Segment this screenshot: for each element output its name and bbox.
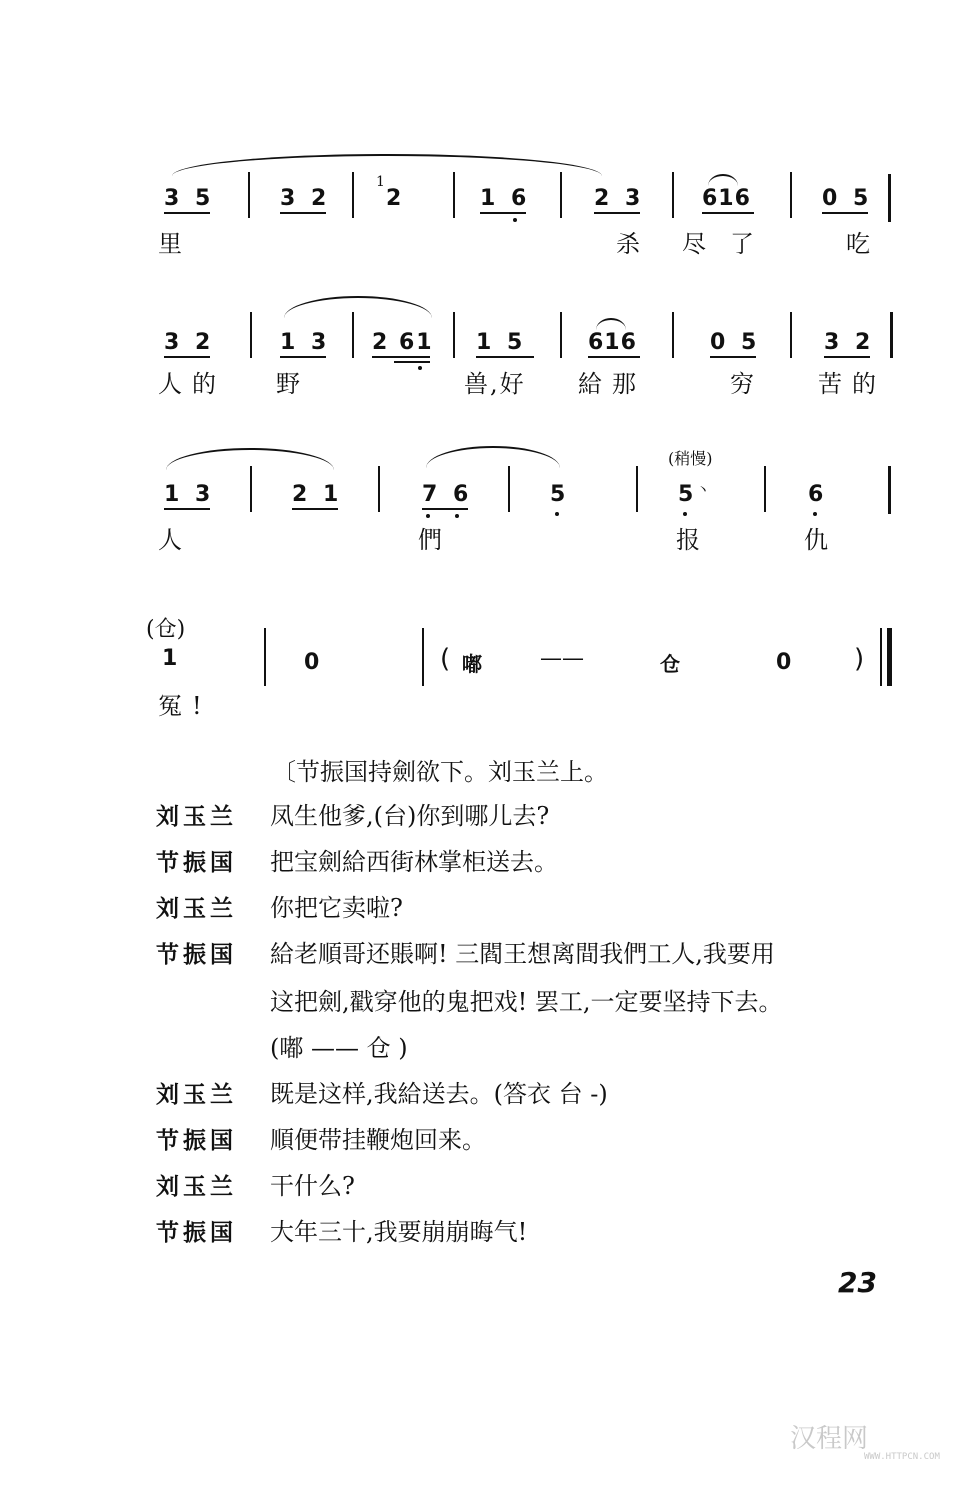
watermark-logo: 汉程网: [790, 1424, 869, 1454]
dialogue-line: 凤生他爹,(台)你到哪儿去?: [270, 802, 550, 830]
lyric: 穷: [730, 370, 764, 398]
bar-line: [790, 312, 792, 358]
lyric: 野: [276, 370, 310, 398]
note: 1: [162, 646, 182, 671]
slur: [172, 154, 602, 176]
dialogue-line: 干什么?: [270, 1172, 355, 1200]
lyric: 們: [418, 526, 452, 554]
beam: [164, 356, 210, 358]
dialogue-line: 你把它卖啦?: [270, 894, 403, 922]
octave-dot: [426, 514, 430, 518]
breath-mark: 丶: [696, 483, 710, 499]
dialogue-line: 既是这样,我給送去。(答衣 台 -): [270, 1080, 608, 1108]
beam: [822, 212, 868, 214]
paren-close: ): [854, 644, 869, 674]
slur: [596, 318, 626, 330]
lyric: 人的: [158, 370, 226, 398]
score-row-3: [0, 436, 974, 556]
octave-dot: [513, 218, 517, 222]
beam: [164, 212, 210, 214]
speaker-name: 节振国: [156, 1127, 237, 1154]
bar-line: [248, 172, 250, 218]
note: 0: [776, 650, 796, 675]
percussion-syllable: 嘟: [462, 652, 492, 676]
note: 616: [702, 186, 751, 211]
note: 1 6: [480, 186, 531, 211]
beam: [372, 356, 430, 358]
beam: [710, 356, 756, 358]
bar-line: [378, 466, 380, 512]
lyric: 人: [158, 526, 192, 554]
score-row-2: [0, 290, 974, 410]
beam: [824, 356, 870, 358]
speaker-name: 节振国: [156, 1219, 237, 1246]
bar-line: [560, 312, 562, 358]
beam: [476, 356, 534, 358]
note: 7 6: [422, 482, 473, 507]
tempo-marking: (稍慢): [668, 449, 713, 468]
dash: ——: [540, 646, 584, 671]
beam: [702, 212, 754, 214]
lyric: 了: [730, 230, 764, 258]
beam: [422, 508, 468, 510]
beam: [280, 212, 326, 214]
dialogue-line: 順便带挂鞭炮回来。: [270, 1126, 486, 1154]
note: 2 1: [292, 482, 343, 507]
bar-line: [422, 628, 424, 686]
dialogue-line: (嘟 —— 仓 ): [270, 1034, 408, 1062]
dialogue-line: 把宝劍給西街林掌柜送去。: [270, 848, 558, 876]
octave-dot: [813, 512, 817, 516]
speaker-name: 刘玉兰: [156, 1081, 237, 1108]
lyric: 报: [676, 526, 710, 554]
bar-line: [453, 312, 455, 358]
octave-dot: [418, 366, 422, 370]
note: 6: [808, 482, 828, 507]
bar-line: [352, 312, 354, 358]
slur: [426, 446, 560, 468]
bar-line: [790, 172, 792, 218]
beam: [164, 508, 210, 510]
lyric: 苦的: [818, 370, 886, 398]
speaker-name: 刘玉兰: [156, 803, 237, 830]
bar-line-end: [888, 174, 891, 222]
note: 0 5: [822, 186, 873, 211]
bar-line: [672, 312, 674, 358]
note: 2 61: [372, 330, 434, 355]
lyric: 尽: [682, 230, 716, 258]
dialogue-line: 大年三十,我要崩崩晦气!: [270, 1218, 528, 1246]
lyric: 杀: [616, 230, 650, 258]
page-number: 23: [838, 1266, 877, 1299]
octave-dot: [455, 514, 459, 518]
note: 0 5: [710, 330, 761, 355]
dialogue-line: 这把劍,戳穿他的鬼把戏! 罢工,一定要坚持下去。: [270, 988, 783, 1016]
watermark-url: WWW.HTTPCN.COM: [864, 1452, 940, 1462]
lyric: 給那: [578, 370, 646, 398]
lyric: 里: [158, 230, 192, 258]
lyric: 仇: [804, 526, 838, 554]
beam: [594, 212, 640, 214]
speaker-name: 节振国: [156, 849, 237, 876]
paren-open: (: [440, 644, 455, 674]
speaker-name: 刘玉兰: [156, 895, 237, 922]
note: 2 3: [594, 186, 645, 211]
bar-line: [250, 466, 252, 512]
octave-dot: [555, 512, 559, 516]
lyric: 冤!: [158, 692, 212, 720]
note: 3 2: [280, 186, 331, 211]
bar-line: [352, 172, 354, 218]
beam: [588, 356, 640, 358]
beam: [280, 356, 326, 358]
note: 0: [304, 650, 324, 675]
bar-line: [764, 466, 766, 512]
note: 616: [588, 330, 637, 355]
beam: [292, 508, 338, 510]
percussion-syllable: 仓: [660, 652, 690, 676]
note: 3 2: [824, 330, 875, 355]
bar-line: [560, 172, 562, 218]
bar-line: [880, 628, 882, 686]
slur: [284, 296, 432, 318]
note: 2: [386, 186, 406, 211]
dialogue-line: 給老順哥还賬啊! 三閻王想离間我們工人,我要用: [270, 940, 775, 968]
bar-line-end: [890, 312, 893, 358]
bar-line: [672, 172, 674, 218]
bar-line: [636, 466, 638, 512]
note: 1 3: [164, 482, 215, 507]
note: 3 5: [164, 186, 215, 211]
bar-line: [250, 312, 252, 358]
percussion-cue: (仓): [146, 617, 186, 642]
beam: [480, 212, 526, 214]
note: 1 5: [476, 330, 527, 355]
slur: [708, 174, 738, 186]
score-row-1: [0, 150, 974, 270]
grace-note: 1: [376, 174, 385, 190]
note: 1 3: [280, 330, 331, 355]
speaker-name: 节振国: [156, 941, 237, 968]
final-bar-line: [887, 628, 892, 686]
stage-direction: 〔节振国持劍欲下。刘玉兰上。: [272, 758, 608, 786]
score-row-4: [0, 606, 974, 726]
beam: [394, 361, 430, 363]
bar-line: [508, 466, 510, 512]
note: 5: [678, 482, 698, 507]
speaker-name: 刘玉兰: [156, 1173, 237, 1200]
lyric: 兽,好: [464, 370, 526, 398]
lyric: 吃: [846, 230, 880, 258]
bar-line: [453, 172, 455, 218]
note: 3 2: [164, 330, 215, 355]
bar-line-end: [888, 466, 891, 514]
octave-dot: [683, 512, 687, 516]
note: 5: [550, 482, 570, 507]
bar-line: [264, 628, 266, 686]
